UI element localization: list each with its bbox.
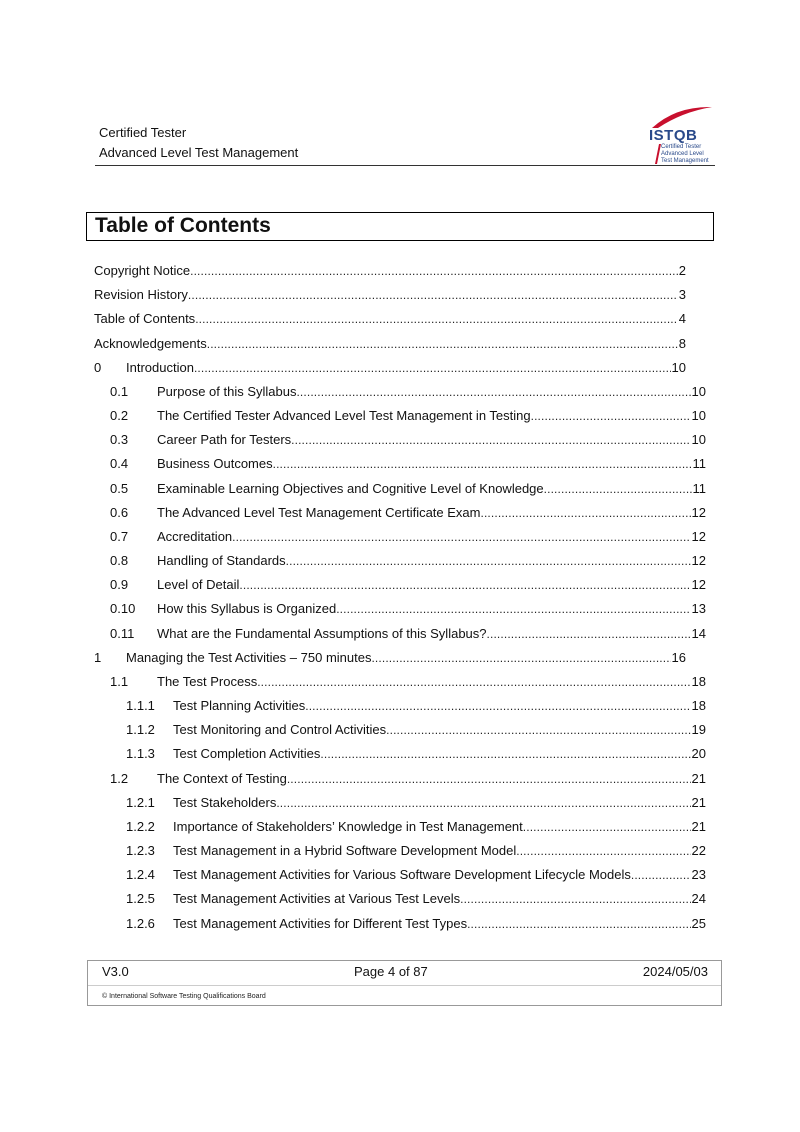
toc-entry-title: Test Planning Activities (173, 698, 306, 714)
toc-leader-dots (487, 626, 691, 642)
toc-entry-number: 1.1.2 (126, 722, 155, 738)
toc-entry-page: 11 (692, 480, 706, 496)
toc-entry-title: The Certified Tester Advanced Level Test Management in Testing (157, 408, 531, 424)
toc-entry[interactable] (110, 408, 706, 424)
toc-entry-number: 0.8 (110, 553, 129, 569)
toc-leader-dots (523, 819, 691, 835)
toc-entry-title: Business Outcomes (157, 456, 273, 472)
footer-copyright: © International Software Testing Qualifications Board (102, 993, 266, 1000)
toc-leader-dots (287, 771, 691, 787)
toc-entry-body (94, 287, 686, 303)
toc-entry-number: 0.10 (110, 601, 136, 617)
toc-leader-dots (631, 867, 691, 883)
toc-entry-number: 1.2 (110, 770, 129, 786)
toc-entry[interactable] (110, 771, 706, 787)
toc-entry-title: Test Management in a Hybrid Software Development Model (173, 843, 517, 859)
toc-entry-body (173, 867, 706, 883)
toc-entry[interactable] (110, 384, 706, 400)
toc-entry-title: What are the Fundamental Assumptions of this Syllabus? (157, 625, 487, 641)
logo-subtitle-1: Certified Tester (661, 144, 702, 150)
toc-entry[interactable] (110, 674, 706, 690)
toc-leader-dots (286, 553, 691, 569)
toc-leader-dots (190, 263, 678, 279)
toc-entry[interactable] (94, 360, 686, 376)
toc-heading: Table of Contents (95, 214, 271, 237)
toc-entry-page: 10 (691, 408, 706, 424)
toc-entry-body (157, 481, 706, 497)
logo-subtitle-2: Advanced Level (661, 151, 704, 157)
header-divider (95, 165, 715, 166)
toc-entry[interactable] (110, 601, 706, 617)
toc-entry-number: 0.7 (110, 528, 129, 544)
toc-entry-body (157, 432, 706, 448)
toc-leader-dots (531, 408, 691, 424)
toc-entry[interactable] (110, 553, 706, 569)
toc-entry-body (157, 601, 706, 617)
header-line-certified-tester: Certified Tester (99, 125, 187, 140)
toc-entry-number: 0.2 (110, 408, 129, 424)
toc-entry-title: The Test Process (157, 673, 258, 689)
toc-leader-dots (516, 843, 690, 859)
toc-entry-page: 3 (678, 287, 686, 303)
toc-entry[interactable] (110, 432, 706, 448)
toc-leader-dots (194, 360, 671, 376)
toc-entry-number: 0.5 (110, 480, 129, 496)
toc-entry-page: 24 (691, 891, 706, 907)
toc-leader-dots (239, 577, 690, 593)
toc-entry-number: 1.2.4 (126, 867, 155, 883)
toc-entry-number: 0.6 (110, 504, 129, 520)
toc-entry-number: 1.2.6 (126, 915, 155, 931)
toc-entry-title: Purpose of this Syllabus (157, 383, 297, 399)
toc-entry[interactable] (126, 698, 706, 714)
toc-entry-body (157, 674, 706, 690)
toc-entry-body (157, 553, 706, 569)
toc-entry-title: Test Completion Activities (173, 746, 321, 762)
toc-entry-title: Introduction (126, 359, 194, 375)
toc-leader-dots (195, 311, 678, 327)
toc-entry-page: 16 (671, 649, 686, 665)
toc-entry[interactable] (94, 263, 686, 279)
toc-entry-title: Test Stakeholders (173, 794, 277, 810)
toc-leader-dots (467, 916, 690, 932)
toc-entry[interactable] (110, 456, 706, 472)
toc-entry-page: 25 (691, 915, 706, 931)
toc-entry[interactable] (110, 505, 706, 521)
toc-leader-dots (296, 384, 690, 400)
toc-entry-body (173, 722, 706, 738)
toc-entry-page: 4 (678, 311, 686, 327)
toc-entry-page: 13 (691, 601, 706, 617)
footer-version: V3.0 (102, 964, 129, 979)
toc-entry-page: 20 (691, 746, 706, 762)
toc-leader-dots (371, 650, 670, 666)
toc-entry-body (157, 529, 706, 545)
page-header (97, 124, 715, 166)
toc-heading-box (86, 212, 714, 241)
toc-leader-dots (188, 287, 678, 303)
footer-date: 2024/05/03 (642, 964, 708, 979)
toc-entry-number: 0.4 (110, 456, 129, 472)
toc-entry-number: 1.2.5 (126, 891, 155, 907)
toc-entry-page: 23 (691, 867, 706, 883)
toc-entry-body (157, 771, 706, 787)
toc-entry-body (173, 843, 706, 859)
toc-entry-title: Test Management Activities for Various Software Development Lifecycle Models (173, 867, 631, 883)
toc-entry-number: 0.11 (110, 625, 135, 641)
toc-leader-dots (481, 505, 691, 521)
toc-entry[interactable] (94, 336, 686, 352)
toc-entry[interactable] (126, 916, 706, 932)
toc-entry[interactable] (126, 746, 706, 762)
logo-subtitle-3: Test Management (661, 158, 709, 164)
toc-entry-page: 21 (691, 794, 706, 810)
toc-entry-body (173, 916, 706, 932)
toc-entry-number: 1.2.1 (126, 794, 155, 810)
toc-leader-dots (276, 795, 690, 811)
toc-leader-dots (544, 481, 692, 497)
toc-leader-dots (273, 456, 692, 472)
toc-entry-body (157, 505, 706, 521)
toc-entry-title: Test Monitoring and Control Activities (173, 722, 387, 738)
toc-entry-title: Managing the Test Activities – 750 minutes (126, 649, 372, 665)
toc-entry-body (157, 408, 706, 424)
toc-entry-page: 10 (671, 359, 686, 375)
toc-leader-dots (291, 432, 690, 448)
toc-entry-page: 12 (691, 504, 706, 520)
toc-entry[interactable] (126, 867, 706, 883)
toc-entry-body (157, 626, 706, 642)
toc-entry-body (173, 746, 706, 762)
toc-entry[interactable] (110, 529, 706, 545)
toc-entry-page: 18 (691, 673, 706, 689)
toc-leader-dots (336, 601, 690, 617)
toc-entry-title: Table of Contents (94, 311, 196, 327)
toc-entry-body (94, 311, 686, 327)
toc-leader-dots (386, 722, 690, 738)
toc-entry-body (173, 891, 706, 907)
toc-entry-title: Examinable Learning Objectives and Cognitive Level of Knowledge (157, 480, 544, 496)
toc-entry-page: 8 (678, 335, 686, 351)
toc-entry-page: 12 (691, 528, 706, 544)
toc-entry-page: 12 (691, 577, 706, 593)
toc-entry-number: 1.2.2 (126, 818, 155, 834)
toc-entry-body (173, 795, 706, 811)
toc-entry-page: 14 (691, 625, 706, 641)
toc-entry-title: Test Management Activities for Different Test Types (173, 915, 468, 931)
toc-leader-dots (257, 674, 690, 690)
toc-entry-title: How this Syllabus is Organized (157, 601, 337, 617)
toc-entry-number: 0 (94, 359, 102, 375)
toc-entry-page: 10 (691, 432, 706, 448)
toc-entry-body (126, 650, 686, 666)
toc-entry-title: Career Path for Testers (157, 432, 292, 448)
toc-entry-page: 19 (691, 722, 706, 738)
toc-entry[interactable] (126, 819, 706, 835)
toc-entry-number: 0.9 (110, 577, 129, 593)
toc-entry[interactable] (126, 722, 706, 738)
toc-entry-number: 1 (94, 649, 102, 665)
toc-entry-body (157, 384, 706, 400)
toc-entry[interactable] (110, 577, 706, 593)
page-footer (87, 960, 722, 1006)
toc-leader-dots (320, 746, 690, 762)
toc-entry-number: 1.2.3 (126, 843, 155, 859)
header-line-module: Advanced Level Test Management (99, 145, 299, 160)
toc-entry-page: 18 (691, 698, 706, 714)
toc-leader-dots (460, 891, 690, 907)
toc-entry-title: The Context of Testing (157, 770, 287, 786)
toc-entry-body (94, 336, 686, 352)
toc-entry-page: 21 (691, 818, 706, 834)
toc-leader-dots (232, 529, 690, 545)
toc-leader-dots (207, 336, 678, 352)
toc-entry[interactable] (110, 481, 706, 497)
toc-entry-page: 2 (678, 263, 686, 278)
toc-entry-number: 1.1.3 (126, 746, 155, 762)
toc-entry[interactable] (94, 650, 686, 666)
footer-page-number: Page 4 of 87 (354, 964, 428, 979)
toc-entry-page: 12 (691, 553, 706, 569)
toc-entry-number: 1.1 (110, 673, 129, 689)
toc-entry-body (157, 456, 706, 472)
toc-entry-number: 0.3 (110, 432, 129, 448)
toc-entry[interactable] (126, 891, 706, 907)
istqb-logo (646, 104, 716, 164)
toc-entry-title: Copyright Notice (94, 263, 191, 278)
footer-divider (88, 985, 721, 986)
toc-entry-number: 0.1 (110, 383, 129, 399)
toc-entry-body (126, 360, 686, 376)
toc-entry-page: 10 (691, 383, 706, 399)
toc-entry-title: Accreditation (157, 528, 233, 544)
toc-entry-page: 22 (691, 843, 706, 859)
toc-entry[interactable] (94, 287, 686, 303)
toc-entry-body (157, 577, 706, 593)
toc-entry[interactable] (126, 843, 706, 859)
toc-entry-body (94, 263, 686, 279)
toc-entry-page: 11 (692, 456, 706, 472)
logo-brand-text: ISTQB (649, 127, 698, 144)
toc-entry[interactable] (126, 795, 706, 811)
toc-entry-page: 21 (691, 770, 706, 786)
toc-entry[interactable] (94, 311, 686, 327)
toc-entry-title: The Advanced Level Test Management Certificate Exam (157, 504, 481, 520)
toc-entry-title: Test Management Activities at Various Test Levels (173, 891, 461, 907)
toc-entry-title: Acknowledgements (94, 335, 207, 351)
toc-leader-dots (305, 698, 690, 714)
toc-entry[interactable] (110, 626, 706, 642)
toc-entry-title: Level of Detail (157, 577, 240, 593)
toc-entry-title: Handling of Standards (157, 553, 286, 569)
toc-entry-title: Revision History (94, 287, 188, 303)
toc-entry-body (173, 698, 706, 714)
toc-entry-body (173, 819, 706, 835)
toc-entry-title: Importance of Stakeholders’ Knowledge in Test Management (173, 818, 523, 834)
toc-entry-number: 1.1.1 (126, 698, 155, 714)
